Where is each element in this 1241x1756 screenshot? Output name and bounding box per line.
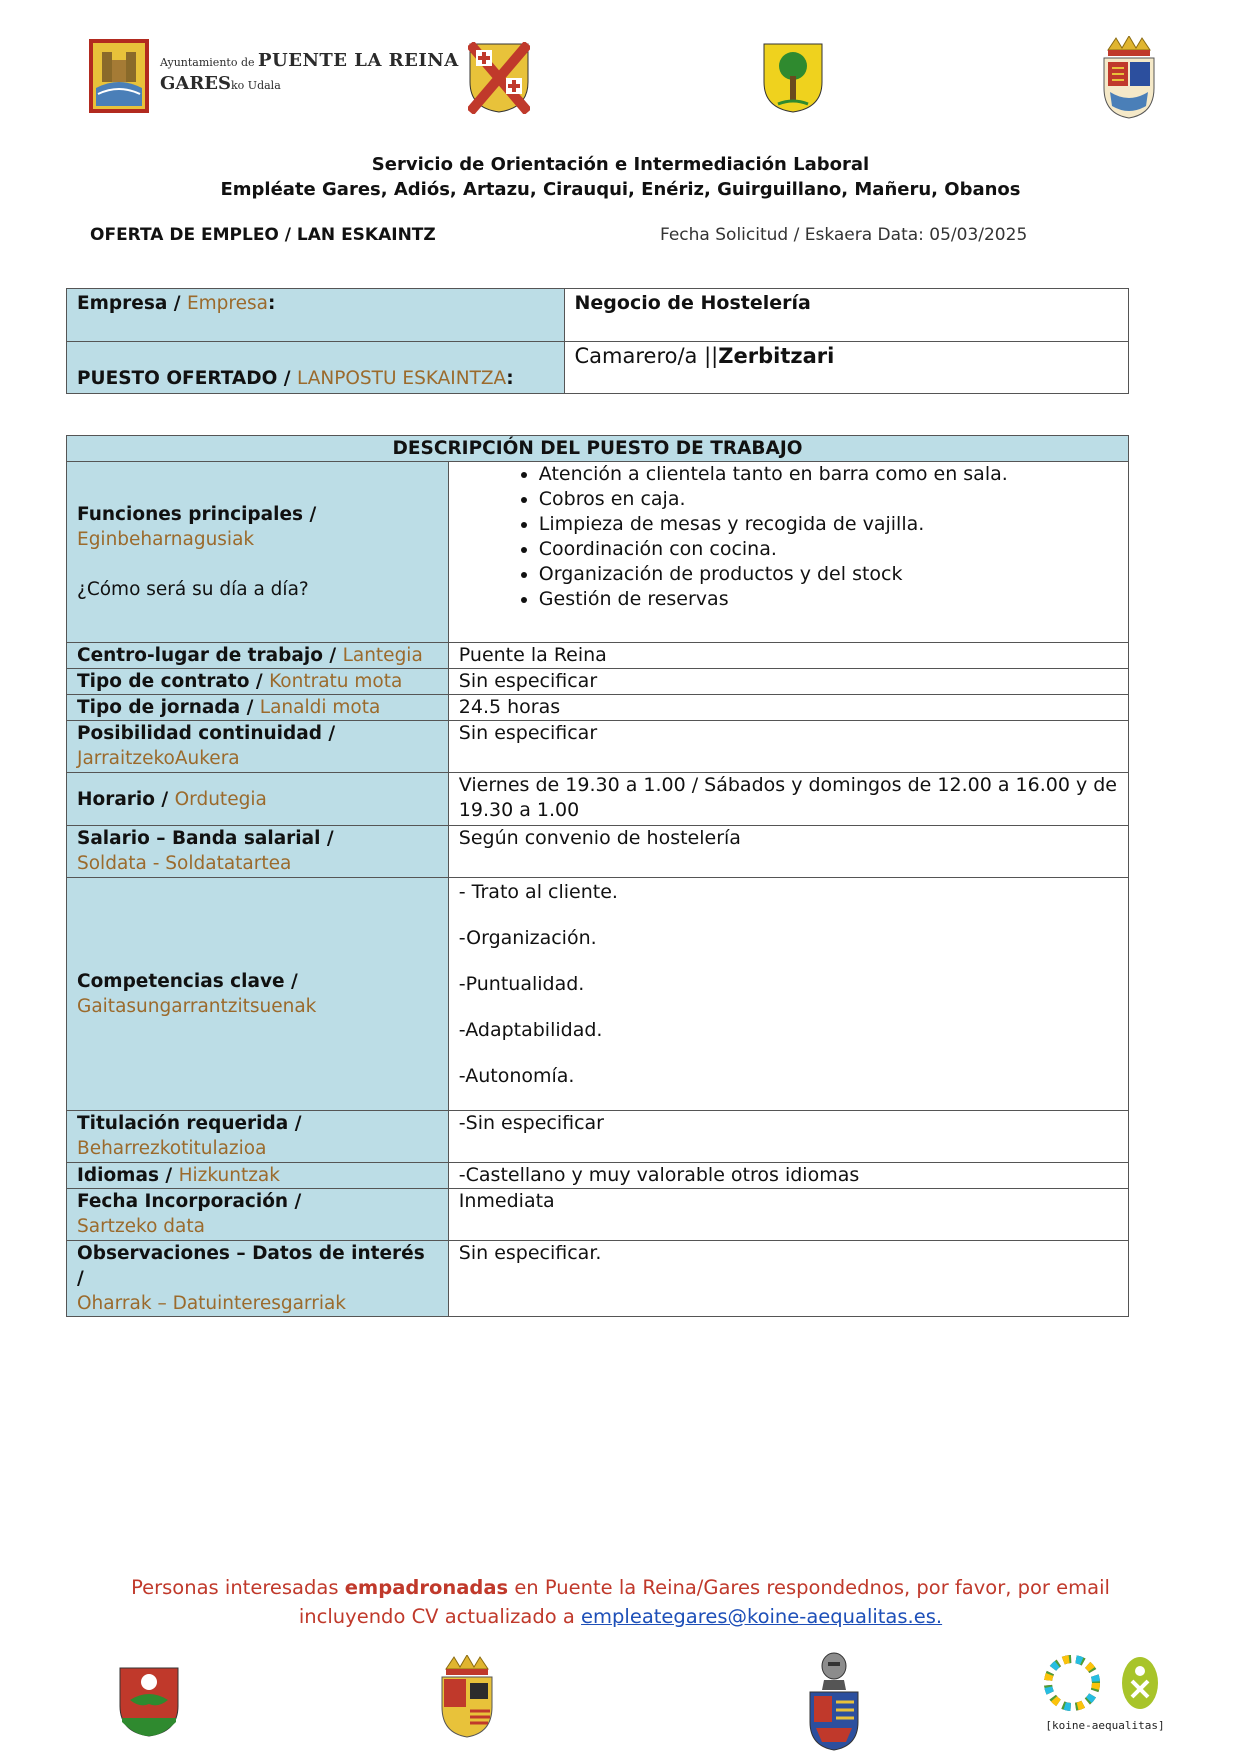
green-red-shield-icon	[118, 1666, 180, 1742]
horario-value: Viernes de 19.30 a 1.00 / Sábados y domingos de 12.00 a 16.00 y de 19.30 a 1.00	[448, 773, 1128, 826]
programme-subtitle: Empléate Gares, Adiós, Artazu, Cirauqui, Enériz, Guirguillano, Mañeru, Obanos	[220, 179, 1021, 200]
koine-aequalitas-logo	[1040, 1655, 1170, 1731]
salario-value: Según convenio de hostelería	[448, 826, 1128, 878]
knight-helmet-shield-icon	[806, 1652, 862, 1756]
red-cross-shield-icon	[468, 42, 530, 118]
idiomas-value: -Castellano y muy valorable otros idiomas	[448, 1163, 1128, 1189]
list-item: -Organización.	[458, 927, 597, 949]
footer-contact-note: Personas interesadas empadronadas en Puente la Reina/Gares respondednos, por favor, por email incluyendo CV actualizado a empleategares@koine-aequalitas.es.	[131, 1576, 1110, 1628]
ayuntamiento-logo-text: Ayuntamiento de PUENTE LA REINA GARESko Udala	[160, 50, 459, 94]
centro-label: Centro-lugar de trabajo / Lantegia	[67, 643, 449, 669]
funciones-list	[459, 462, 1118, 612]
contrato-label: Tipo de contrato / Kontratu mota	[67, 669, 449, 695]
list-item: • Limpieza de mesas y recogida de vajilla.	[539, 512, 1118, 537]
titulacion-value: -Sin especificar	[448, 1111, 1128, 1163]
funciones-label: Funciones principales / Eginbeharnagusiak ¿Cómo será su día a día?	[67, 462, 449, 643]
company-table	[66, 288, 1129, 394]
list-item: -Puntualidad.	[458, 973, 585, 995]
contrato-value: Sin especificar	[448, 669, 1128, 695]
crowned-striped-shield-icon	[436, 1655, 498, 1743]
list-item: -Adaptabilidad.	[458, 1019, 603, 1041]
incorporacion-value: Inmediata	[448, 1189, 1128, 1241]
service-title: Servicio de Orientación e Intermediación Laboral	[371, 154, 870, 175]
idiomas-label: Idiomas / Hizkuntzak	[67, 1163, 449, 1189]
competencias-label: Competencias clave / Gaitasungarrantzitsuenak	[67, 878, 449, 1111]
koine-label: [koine-aequalitas]	[1045, 1719, 1165, 1732]
titulacion-label: Titulación requerida / Beharrezkotitulazioa	[67, 1111, 449, 1163]
competencias-list	[448, 878, 1128, 1111]
puente-la-reina-crest-logo	[88, 38, 150, 114]
observaciones-value: Sin especificar.	[448, 1241, 1128, 1317]
contact-email-link[interactable]: empleategares@koine-aequalitas.es.	[581, 1605, 943, 1628]
centro-value: Puente la Reina	[448, 643, 1128, 669]
salario-label: Salario – Banda salarial / Soldata - Soldatatartea	[67, 826, 449, 878]
list-item: • Organización de productos y del stock	[539, 562, 1118, 587]
description-heading: DESCRIPCIÓN DEL PUESTO DE TRABAJO	[67, 436, 1129, 462]
puesto-value: Camarero/a ||Zerbitzari	[564, 342, 1128, 394]
list-item: • Gestión de reservas	[539, 587, 1118, 612]
crowned-shield-icon	[1098, 36, 1160, 112]
list-item: • Atención a clientela tanto en barra como en sala.	[539, 462, 1118, 487]
list-item: • Coordinación con cocina.	[539, 537, 1118, 562]
jornada-value: 24.5 horas	[448, 695, 1128, 721]
offer-label: OFERTA DE EMPLEO / LAN ESKAINTZ	[90, 225, 436, 245]
continuidad-value: Sin especificar	[448, 721, 1128, 773]
funciones-list-cell	[448, 462, 1128, 643]
empresa-label: Empresa / Empresa:	[67, 289, 565, 342]
horario-label: Horario / Ordutegia	[67, 773, 449, 826]
puesto-label: PUESTO OFERTADO / LANPOSTU ESKAINTZA:	[67, 342, 565, 394]
continuidad-label: Posibilidad continuidad / JarraitzekoAukera	[67, 721, 449, 773]
list-item: - Trato al cliente.	[458, 881, 618, 903]
empresa-value: Negocio de Hostelería	[564, 289, 1128, 342]
request-date: Fecha Solicitud / Eskaera Data: 05/03/2025	[660, 225, 1028, 245]
incorporacion-label: Fecha Incorporación / Sartzeko data	[67, 1189, 449, 1241]
tree-shield-icon	[762, 42, 824, 118]
job-description-table	[66, 435, 1129, 1317]
list-item: • Cobros en caja.	[539, 487, 1118, 512]
jornada-label: Tipo de jornada / Lanaldi mota	[67, 695, 449, 721]
observaciones-label: Observaciones – Datos de interés / Oharrak – Datuinteresgarriak	[67, 1241, 449, 1317]
list-item: -Autonomía.	[458, 1065, 575, 1087]
